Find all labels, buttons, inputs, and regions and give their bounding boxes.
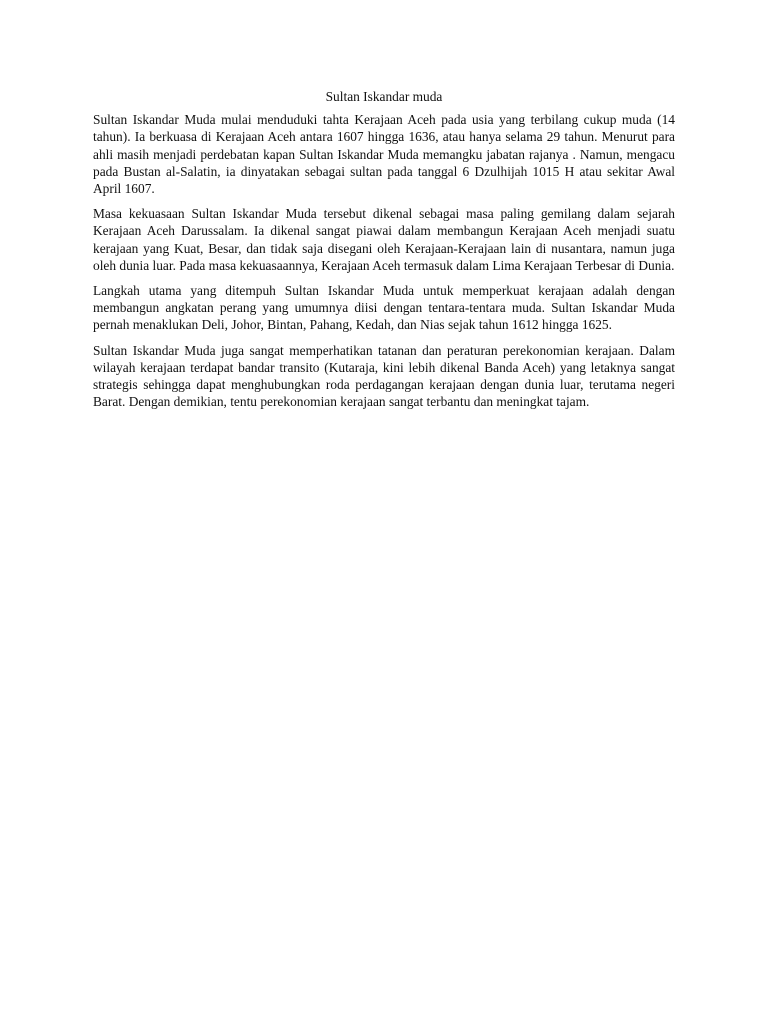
document-body bbox=[93, 88, 675, 418]
paragraph-2: Masa kekuasaan Sultan Iskandar Muda tersebut dikenal sebagai masa paling gemilang dalam sejarah Kerajaan Aceh Darussalam. Ia dikenal sangat piawai dalam membangun Kerajaan Aceh menjadi suatu kerajaan yang Kuat, Besar, dan tidak saja disegani oleh Kerajaan-Kerajaan lain di nusantara, namun juga oleh dunia luar. Pada masa kekuasaannya, Kerajaan Aceh termasuk dalam Lima Kerajaan Terbesar di Dunia. bbox=[93, 206, 675, 273]
paragraph-3: Langkah utama yang ditempuh Sultan Iskandar Muda untuk memperkuat kerajaan adalah dengan membangun angkatan perang yang umumnya diisi dengan tentara-tentara muda. Sultan Iskandar Muda pernah menaklukan Deli, Johor, Bintan, Pahang, Kedah, dan Nias sejak tahun 1612 hingga 1625. bbox=[93, 283, 675, 333]
paragraph-1: Sultan Iskandar Muda mulai menduduki tahta Kerajaan Aceh pada usia yang terbilang cukup muda (14 tahun). Ia berkuasa di Kerajaan Aceh antara 1607 hingga 1636, atau hanya selama 29 tahun. Menurut para ahli masih menjadi perdebatan kapan Sultan Iskandar Muda memangku jabatan rajanya . Namun, mengacu pada Bustan al-Salatin, ia dinyatakan sebagai sultan pada tanggal 6 Dzulhijah 1015 H atau sekitar Awal April 1607. bbox=[93, 112, 675, 197]
document-title: Sultan Iskandar muda bbox=[325, 89, 443, 104]
paragraph-4: Sultan Iskandar Muda juga sangat memperhatikan tatanan dan peraturan perekonomian kerajaan. Dalam wilayah kerajaan terdapat bandar transito (Kutaraja, kini lebih dikenal Banda Aceh) yang letaknya sangat strategis sehingga dapat menghubungkan roda perdagangan kerajaan dengan dunia luar, terutama negeri Barat. Dengan demikian, tentu perekonomian kerajaan sangat terbantu dan meningkat tajam. bbox=[93, 342, 675, 410]
